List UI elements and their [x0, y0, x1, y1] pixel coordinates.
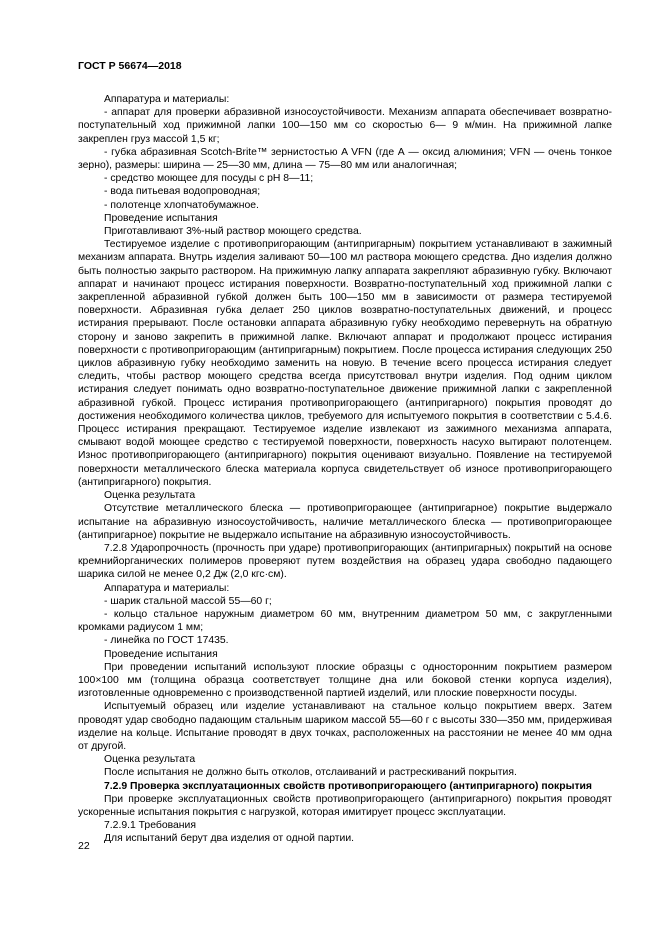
- paragraph: 7.2.8 Ударопрочность (прочность при ударе) противопригорающих (антипригарных) покрытий на основе кремнийорганических полимеров проверяют путем воздействия на образец удара свободно падающего шарика силой не менее 0,2 Дж (2,0 кгс·см).: [78, 542, 612, 581]
- paragraph: Для испытаний берут два изделия от одной партии.: [104, 833, 355, 845]
- paragraph: - губка абразивная Scotch-Brite™ зернистостью A VFN (где А — оксид алюминия; VFN — очень тонкое зерно), размеры: ширина — 25—30 мм, длина — 75—80 мм или аналогичная;: [78, 146, 612, 172]
- paragraph: Аппаратура и материалы:: [104, 582, 230, 594]
- paragraph: - кольцо стальное наружным диаметром 60 мм, внутренним диаметром 50 мм, с закругленными кромками радиусом 1 мм;: [78, 608, 612, 634]
- paragraph: Испытуемый образец или изделие устанавливают на стальное кольцо покрытием вверх. Затем проводят удар свободно падающим стальным шариком массой 55—60 г с высоты 330—350 мм, придерживая изделие на кольце. Испытание проводят в двух точках, расположенных на расстоянии не менее 40 мм одна от другой.: [78, 701, 612, 752]
- paragraph: 7.2.9.1 Требования: [104, 820, 196, 832]
- paragraph: При проверке эксплуатационных свойств противопригорающего (антипригарного) покрытия проводят ускоренные испытания покрытия с нагрузкой, которая имитирует процесс эксплуатации.: [78, 793, 612, 818]
- paragraph: Тестируемое изделие с противопригорающим (антипригарным) покрытием устанавливают в зажимный механизм аппарата. Внутрь изделия заливают 50—100 мл раствора моющего средства. Дно изделия должно быть полностью закрыто раствором. На прижимную лапку аппарата закрепляют абразивную губку. Включают аппарат и начинают процесс истирания поверхности. Возвратно-поступательный ход прижимной лапки с закрепленной абразивной губкой должен быть 100—150 мм в зависимости от размера тестируемой поверхности. Абразивная губка делает 250 циклов возвратно-поступательных движений, и процесс истирания прерывают. После остановки аппарата абразивную губку необходимо перевернуть на обратную сторону и заново закрепить в прижимной лапке. Включают аппарат и продолжают процесс истирания поверхности с противопригорающим (антипригарным) покрытием. После процесса истирания следующих 250 циклов абразивную губку необходимо заменить на новую. В течение всего процесса истирания следует следить, чтобы раствор моющего средства всегда присутствовал внутри изделия. Под одним циклом истирания следует понимать одно возвратно-поступательное движение прижимной лапки с закрепленной абразивной губкой. Процесс истирания противопригорающего (антипригарного) покрытия проводят до достижения необходимого количества циклов, требуемого для испытуемого покрытия в соответствии с 5.4.6. Процесс истирания прекращают. Тестируемое изделие извлекают из зажимного механизма аппарата, смывают водой моющее средство с тестируемой поверхности, поверхность насухо вытирают полотенцем. Износ противопригорающего (антипригарного) покрытия оценивают визуально. Появление на тестируемой поверхности металлического блеска материала корпуса свидетельствует об износе противопригорающего (антипригарного) покрытия.: [78, 239, 612, 488]
- document-body: [78, 93, 612, 846]
- page-number: 22: [78, 840, 90, 852]
- paragraph: 7.2.9 Проверка эксплуатационных свойств противопригорающего (антипригарного) покрытия: [104, 780, 592, 792]
- paragraph: Отсутствие металлического блеска — противопригорающее (антипригарное) покрытие выдержало испытание на абразивную износоустойчивость, наличие металлического блеска — противопригорающее (антипригарное) покрытие не выдержало испытание на абразивную износоустойчивость.: [78, 503, 612, 541]
- paragraph: - вода питьевая водопроводная;: [104, 186, 261, 198]
- paragraph: Проведение испытания: [104, 212, 218, 224]
- paragraph: - средство моющее для посуды с pH 8—11;: [104, 173, 314, 185]
- paragraph: Проведение испытания: [104, 648, 218, 660]
- paragraph: - линейка по ГОСТ 17435.: [104, 635, 229, 647]
- paragraph: При проведении испытаний используют плоские образцы с односторонним покрытием размером 100×100 мм (толщина образца соответствует толщине дна или боковой стенки корпуса изделия), изготовленные одновременно с производственной партией изделий, или плоские поверхности посуды.: [78, 661, 612, 700]
- paragraph: Оценка результата: [104, 490, 196, 502]
- paragraph: Оценка результата: [104, 754, 196, 766]
- paragraph: Аппаратура и материалы:: [104, 94, 230, 105]
- paragraph: - полотенце хлопчатобумажное.: [104, 199, 259, 211]
- paragraph: Приготавливают 3%-ный раствор моющего средства.: [104, 226, 362, 238]
- paragraph: - аппарат для проверки абразивной износоустойчивости. Механизм аппарата обеспечивает возвратно-поступательный ход прижимной лапки 100—150 мм со скоростью 6— 9 м/мин. На прижимной лапке закреплен груз массой 1,5 кг;: [78, 107, 612, 145]
- paragraph: После испытания не должно быть отколов, отслаиваний и растрескиваний покрытия.: [104, 767, 517, 779]
- document-header: ГОСТ Р 56674—2018: [78, 60, 182, 72]
- paragraph: - шарик стальной массой 55—60 г;: [104, 595, 272, 607]
